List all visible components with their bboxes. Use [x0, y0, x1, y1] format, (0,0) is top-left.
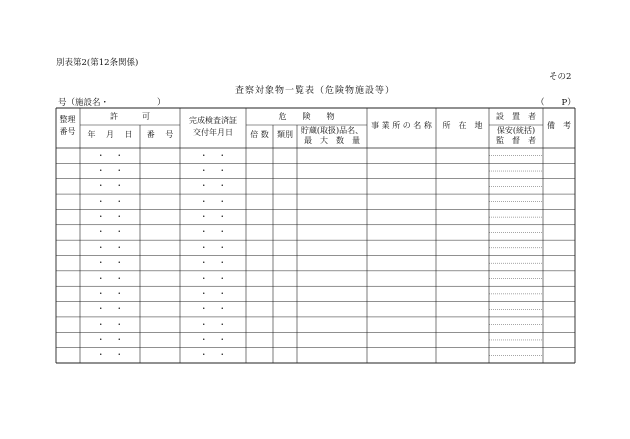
header-serial-2: 番号 — [59, 127, 76, 136]
date-dots: ・ ・ — [96, 273, 124, 283]
date-dots: ・ ・ — [96, 150, 124, 160]
facility-suffix: ） — [157, 98, 166, 108]
facility-prefix: 号（施設名・ — [58, 98, 110, 108]
date-dots: ・ ・ — [96, 319, 124, 329]
date-dots: ・ ・ — [96, 334, 124, 344]
header-multiple: 倍 数 — [250, 130, 269, 139]
date-dots: ・ ・ — [199, 304, 227, 314]
header-office: 事 業 所 の 名 称 — [371, 121, 432, 130]
header-supervisor-2: 監 督 者 — [496, 136, 536, 145]
header-serial-1: 整理 — [59, 115, 76, 124]
header-supervisor-1: 保安(統括) — [496, 126, 536, 135]
header-permit-no: 番 号 — [146, 130, 174, 139]
header-inspection-2: 交付年月日 — [193, 128, 233, 137]
header-hazmat: 危 険 物 — [278, 112, 335, 121]
header-permit-date: 年 月 日 — [87, 130, 133, 139]
date-dots: ・ ・ — [96, 350, 124, 360]
header-permit: 許 可 — [110, 112, 150, 121]
reference-label: 別表第2(第12条関係) — [56, 58, 139, 68]
date-dots: ・ ・ — [199, 258, 227, 268]
date-dots: ・ ・ — [199, 166, 227, 176]
date-dots: ・ ・ — [96, 227, 124, 237]
date-dots: ・ ・ — [96, 242, 124, 252]
date-dots: ・ ・ — [96, 196, 124, 206]
date-dots: ・ ・ — [199, 227, 227, 237]
date-dots: ・ ・ — [96, 166, 124, 176]
header-storage-2: 最 大 数 量 — [304, 136, 360, 145]
date-dots: ・ ・ — [199, 196, 227, 206]
date-dots: ・ ・ — [96, 288, 124, 298]
date-dots: ・ ・ — [96, 212, 124, 222]
header-remarks: 備 考 — [547, 121, 571, 130]
date-dots: ・ ・ — [199, 334, 227, 344]
header-location: 所 在 地 — [442, 121, 483, 130]
header-storage-1: 貯蔵(取扱)品名、 — [300, 126, 364, 135]
date-dots: ・ ・ — [96, 181, 124, 191]
page-title: 査察対象物一覧表（危険物施設等） — [234, 86, 395, 96]
header-inspection-1: 完成検査済証 — [189, 116, 237, 125]
header-category: 類別 — [277, 130, 293, 139]
date-dots: ・ ・ — [199, 212, 227, 222]
page-number-label: （ P） — [536, 98, 576, 108]
date-dots: ・ ・ — [199, 350, 227, 360]
date-dots: ・ ・ — [96, 258, 124, 268]
date-dots: ・ ・ — [96, 304, 124, 314]
header-installer: 設 置 者 — [496, 112, 536, 121]
date-dots: ・ ・ — [199, 319, 227, 329]
date-dots: ・ ・ — [199, 242, 227, 252]
date-dots: ・ ・ — [199, 150, 227, 160]
date-dots: ・ ・ — [199, 273, 227, 283]
date-dots: ・ ・ — [199, 181, 227, 191]
part-label: その2 — [549, 72, 572, 82]
date-dots: ・ ・ — [199, 288, 227, 298]
